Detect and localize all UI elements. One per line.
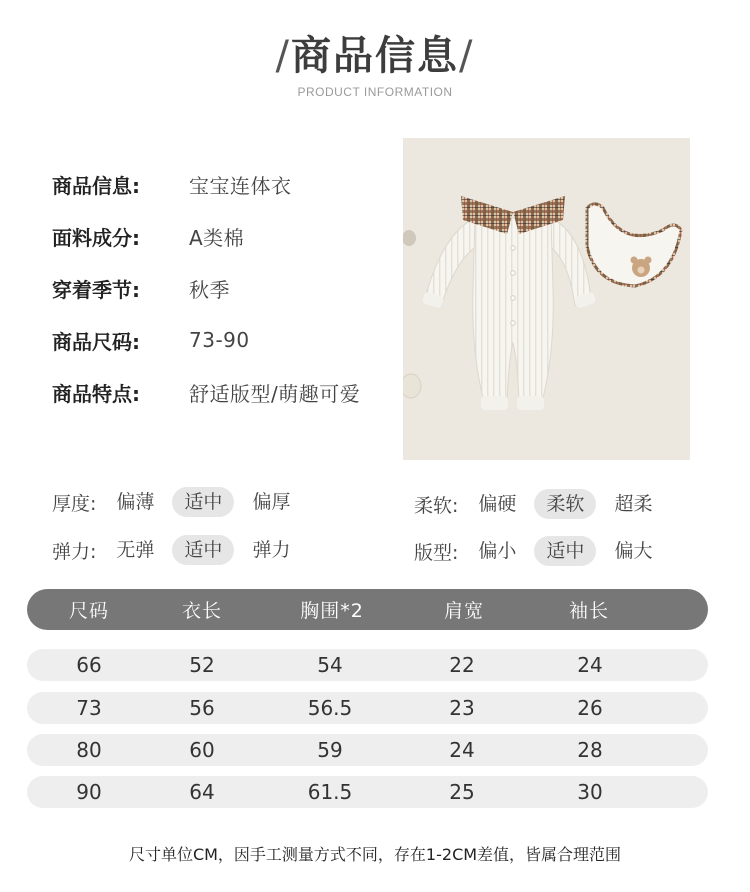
info-row-size — [52, 314, 360, 366]
attr-option: 偏硬 — [478, 493, 517, 515]
section-subtitle: PRODUCT INFORMATION — [297, 85, 453, 99]
header-size: 尺码 — [68, 600, 110, 622]
cell-chest: 56.5 — [307, 696, 353, 720]
header-length: 衣长 — [181, 600, 223, 622]
cell-chest: 61.5 — [307, 780, 353, 804]
cell-size: 66 — [76, 653, 102, 677]
info-value: 宝宝连体衣 — [189, 173, 292, 198]
info-value: A类棉 — [189, 225, 245, 250]
product-info-list — [52, 158, 360, 418]
attr-fit — [414, 535, 670, 567]
romper-illustration — [403, 138, 690, 460]
info-key: 面料成分: — [52, 225, 140, 250]
info-value: 秋季 — [189, 277, 230, 302]
attr-option-selected: 适中 — [172, 535, 234, 565]
info-key: 商品尺码: — [52, 329, 140, 354]
attr-thickness — [52, 486, 308, 518]
info-row-season — [52, 262, 360, 314]
attr-option: 偏大 — [614, 540, 653, 562]
attr-option: 无弹 — [116, 539, 155, 561]
attr-label: 厚度: — [52, 492, 97, 515]
cell-size: 90 — [76, 780, 102, 804]
attr-option: 偏厚 — [252, 491, 291, 513]
cell-size: 73 — [76, 696, 102, 720]
table-row — [27, 734, 708, 766]
cell-length: 52 — [189, 653, 215, 677]
info-key: 穿着季节: — [52, 277, 140, 302]
cell-length: 64 — [189, 780, 215, 804]
cell-shoulder: 24 — [449, 738, 475, 762]
table-row — [27, 649, 708, 681]
measurement-note: 尺寸单位CM，因手工测量方式不同，存在1-2CM差值，皆属合理范围 — [128, 845, 622, 864]
info-value: 舒适版型/萌趣可爱 — [189, 381, 361, 406]
cell-shoulder: 23 — [449, 696, 475, 720]
info-row-name — [52, 158, 360, 210]
cell-chest: 54 — [317, 653, 343, 677]
attr-option: 偏薄 — [116, 491, 155, 513]
attr-label: 版型: — [414, 541, 459, 564]
cell-chest: 59 — [317, 738, 343, 762]
title-text: 商品信息 — [291, 33, 459, 79]
title-slash-right: / — [459, 33, 475, 79]
info-value: 73-90 — [189, 328, 250, 352]
header-sleeve: 袖长 — [568, 600, 610, 622]
info-row-fabric — [52, 210, 360, 262]
attr-option-selected: 适中 — [534, 536, 596, 566]
cell-length: 60 — [189, 738, 215, 762]
size-table-header — [27, 589, 708, 630]
attr-option-selected: 适中 — [172, 487, 234, 517]
section-header — [0, 28, 750, 99]
table-row — [27, 692, 708, 724]
cell-length: 56 — [189, 696, 215, 720]
section-title — [0, 28, 750, 84]
attr-option: 超柔 — [614, 493, 653, 515]
title-slash-left: / — [275, 33, 291, 79]
product-photo — [403, 138, 690, 460]
cell-shoulder: 22 — [449, 653, 475, 677]
info-key: 商品特点: — [52, 381, 140, 406]
cell-sleeve: 28 — [577, 738, 603, 762]
attr-elasticity — [52, 534, 308, 566]
attr-softness — [414, 488, 670, 520]
cell-size: 80 — [76, 738, 102, 762]
cell-sleeve: 30 — [577, 780, 603, 804]
table-row — [27, 776, 708, 808]
cell-sleeve: 26 — [577, 696, 603, 720]
header-chest: 胸围*2 — [300, 600, 364, 622]
cell-sleeve: 24 — [577, 653, 603, 677]
info-row-features — [52, 366, 360, 418]
attr-label: 柔软: — [414, 494, 459, 517]
attr-option-selected: 柔软 — [534, 489, 596, 519]
info-key: 商品信息: — [52, 173, 140, 198]
attr-option: 弹力 — [252, 539, 291, 561]
attr-label: 弹力: — [52, 540, 97, 563]
cell-shoulder: 25 — [449, 780, 475, 804]
attr-option: 偏小 — [478, 540, 517, 562]
header-shoulder: 肩宽 — [443, 600, 485, 622]
